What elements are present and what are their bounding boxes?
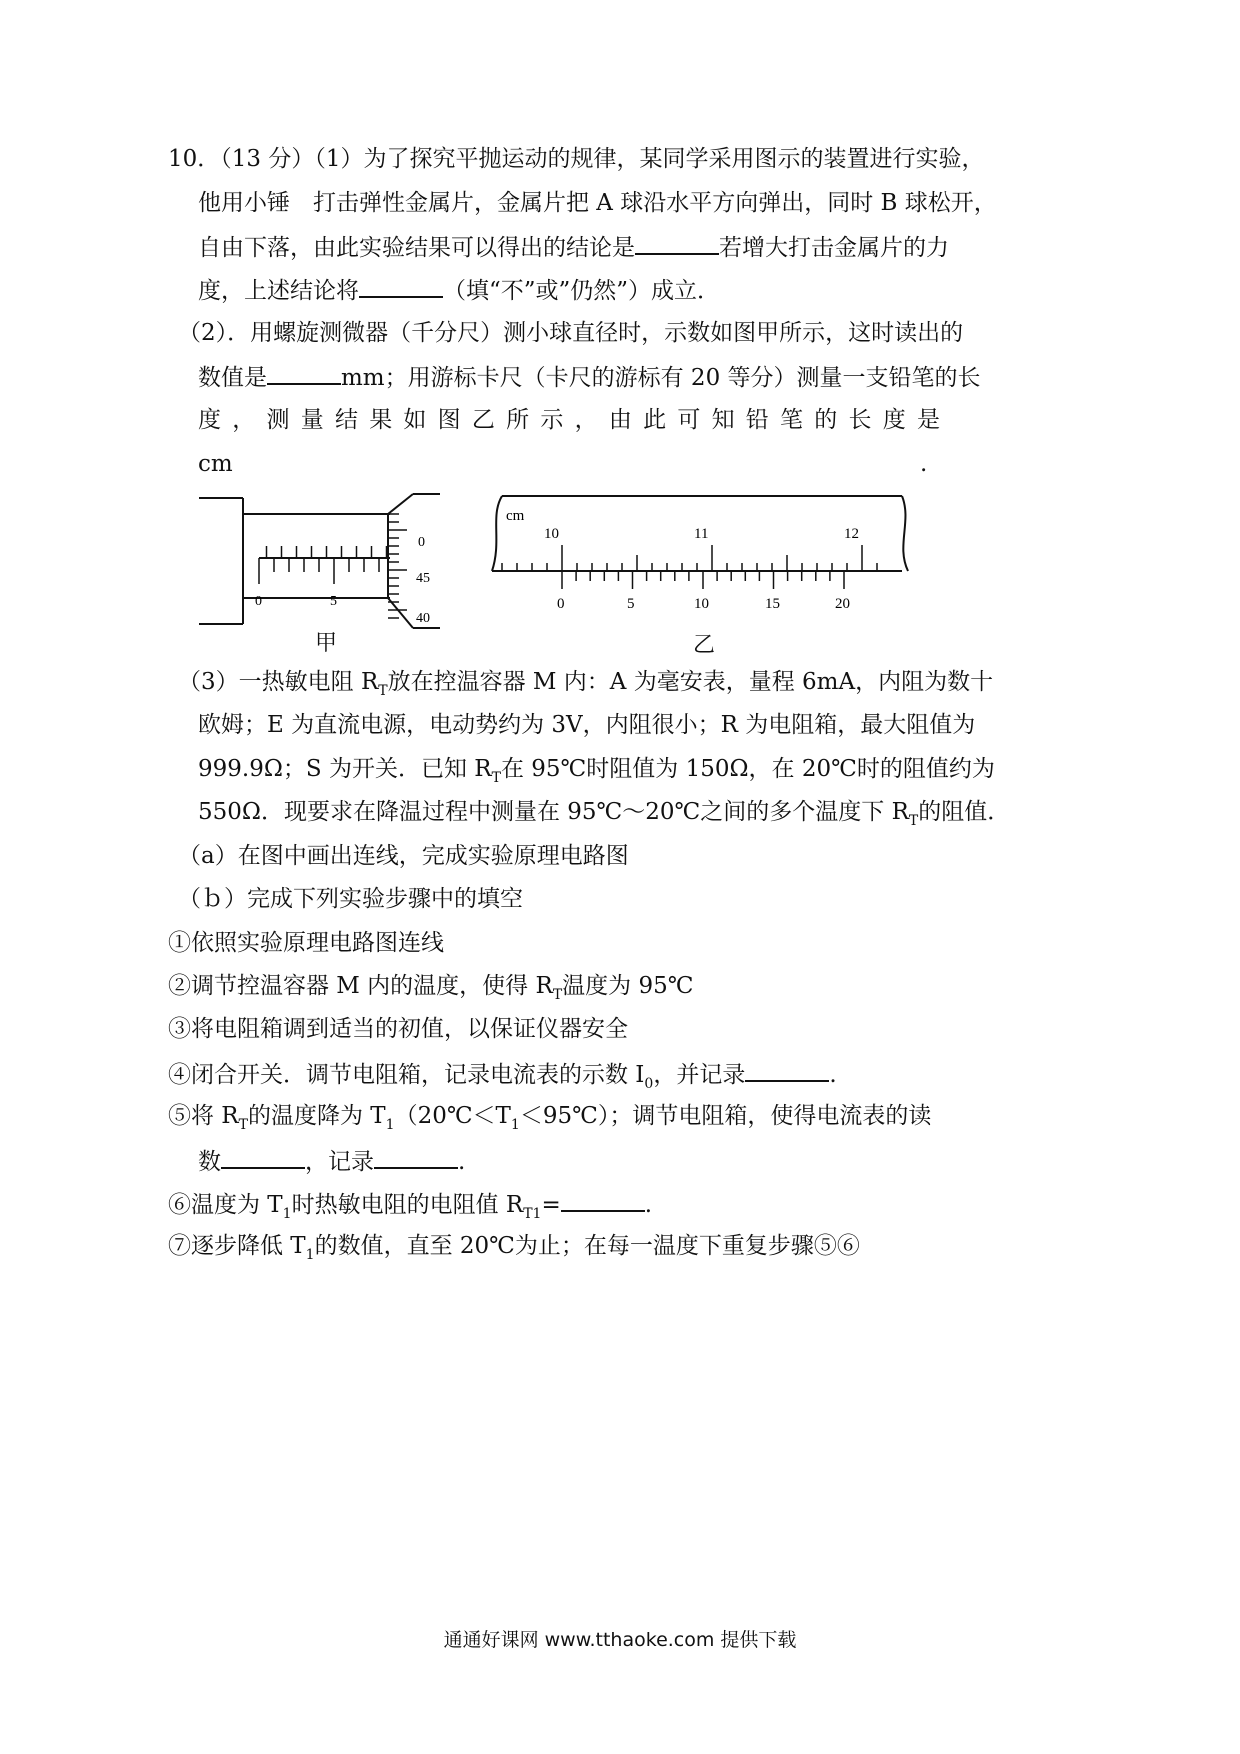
vernier-main-10: 10: [544, 526, 559, 542]
step-5-g: .: [458, 1149, 466, 1175]
figure-jia-caption: 甲: [315, 631, 338, 656]
q10-line-2: 他用小锤 打击弹性金属片，金属片把 A 球沿水平方向弹出，同时 B 球松开，: [198, 190, 997, 216]
step-7-b: 的数值，直至 20℃为止；在每一温度下重复步骤⑤⑥: [314, 1233, 860, 1259]
step-4-sub: 0: [644, 1076, 654, 1092]
step-5-sub-2: 1: [385, 1117, 395, 1133]
vernier-scale-0: 0: [557, 596, 565, 612]
part2-line-2: [198, 361, 981, 393]
thimble-label-45: 45: [416, 571, 430, 586]
step-5-a: ⑤将 R: [168, 1103, 239, 1129]
part3-line-1-sub: T: [378, 683, 388, 699]
q10-line-4: [198, 274, 720, 306]
vernier-main-12: 12: [844, 526, 859, 542]
answer-blank-step5-record[interactable]: [374, 1145, 458, 1169]
part3-line-3-sub: T: [491, 770, 501, 786]
step-1: ①依照实验原理电路图连线: [168, 930, 444, 956]
q10-line-4-text: 度，上述结论将: [198, 278, 359, 304]
step-5-e: 数: [198, 1149, 221, 1175]
part3-line-3-b: 在 95℃时阻值为 150Ω，在 20℃时的阻值约为: [500, 756, 995, 782]
part2-line-4-unit: cm: [198, 451, 233, 477]
step-6-b: 时热敏电阻的电阻值 R: [291, 1192, 524, 1218]
step-6-sub: 1: [282, 1206, 292, 1222]
footer-credit: 通通好课网 www.tthaoke.com 提供下载: [443, 1629, 797, 1651]
answer-blank-still-holds[interactable]: [359, 274, 443, 298]
part2-line-4-period: .: [920, 451, 928, 477]
vernier-scale-10: 10: [694, 596, 709, 612]
part3-line-1: [178, 667, 993, 700]
micrometer-figure: [195, 486, 455, 660]
part3-line-4-a: 550Ω．现要求在降温过程中测量在 95℃～20℃之间的多个温度下 R: [198, 799, 909, 825]
vernier-scale-5: 5: [627, 596, 635, 612]
step-2-b: 温度为 95℃: [562, 973, 694, 999]
part2-line-2-text-b: mm；用游标卡尺（卡尺的游标有 20 等分）测量一支铅笔的长: [341, 365, 981, 391]
answer-blank-micrometer[interactable]: [267, 361, 341, 385]
part3-line-4-sub: T: [908, 813, 919, 829]
step-6: [168, 1188, 652, 1223]
step-4-b: ，并记录: [653, 1062, 746, 1088]
q10-line-1: 10．（13 分）（1）为了探究平抛运动的规律，某同学采用图示的装置进行实验，: [168, 146, 985, 172]
part3-line-1-b: 放在控温容器 M 内：A 为毫安表，量程 6mA，内阻为数十: [387, 669, 994, 695]
thimble-label-40: 40: [416, 611, 430, 626]
step-5: [168, 1101, 931, 1134]
vernier-scale-15: 15: [765, 596, 780, 612]
part3-line-2: 欧姆；E 为直流电源，电动势约为 3V，内阻很小；R 为电阻箱，最大阻值为: [198, 712, 976, 738]
q10-line-3-text: 自由下落，由此实验结果可以得出的结论是: [198, 235, 635, 261]
answer-blank-step6[interactable]: [561, 1188, 645, 1212]
answer-blank-conclusion[interactable]: [635, 231, 719, 255]
micrometer-label-0: 0: [255, 594, 262, 609]
step-4-c: .: [829, 1062, 837, 1088]
q10-line-3-text-b: 若增大打击金属片的力: [719, 235, 949, 261]
answer-blank-step5-reading[interactable]: [221, 1145, 305, 1169]
step-3: ③将电阻箱调到适当的初值，以保证仪器安全: [168, 1016, 628, 1042]
answer-blank-step4[interactable]: [745, 1058, 829, 1082]
part3-item-b: （ｂ）完成下列实验步骤中的填空: [178, 886, 523, 912]
part2-line-1: （2）．用螺旋测微器（千分尺）测小球直径时，示数如图甲所示，这时读出的: [178, 320, 964, 346]
part3-line-3-a: 999.9Ω；S 为开关．已知 R: [198, 756, 492, 782]
part3-item-a: （a）在图中画出连线，完成实验原理电路图: [178, 843, 629, 869]
part3-line-4: [198, 797, 1010, 830]
step-5-d: ＜95℃）；调节电阻箱，使得电流表的读: [519, 1103, 932, 1129]
step-4-a: ④闭合开关．调节电阻箱，记录电流表的示数 I: [168, 1062, 645, 1088]
vernier-unit: cm: [506, 508, 525, 524]
step-7-a: ⑦逐步降低 T: [168, 1233, 306, 1259]
part3-line-1-a: （3）一热敏电阻 R: [178, 669, 379, 695]
step-4: [168, 1058, 837, 1093]
vernier-figure: [488, 486, 916, 660]
step-2-a: ②调节控温容器 M 内的温度，使得 R: [168, 973, 553, 999]
step-6-d: .: [644, 1192, 653, 1218]
q10-line-3: [198, 231, 949, 263]
step-2: [168, 971, 693, 1004]
step-6-sub-2: T1: [523, 1206, 542, 1222]
step-5-cont: [198, 1145, 465, 1177]
step-7: [168, 1231, 860, 1264]
step-6-c: =: [541, 1192, 561, 1218]
part3-line-3: [198, 754, 995, 787]
step-5-sub-3: 1: [510, 1117, 520, 1133]
step-5-c: （20℃＜T: [394, 1103, 511, 1129]
step-5-f: ，记录: [305, 1149, 374, 1175]
step-7-sub: 1: [305, 1247, 315, 1263]
step-6-a: ⑥温度为 T: [168, 1192, 283, 1218]
step-5-b: 的温度降为 T: [247, 1103, 386, 1129]
part2-line-2-text: 数值是: [198, 365, 267, 391]
q10-line-4-text-b: （填“不”或”仍然”）成立．: [443, 278, 721, 304]
vernier-main-11: 11: [694, 526, 709, 542]
thimble-label-0: 0: [418, 535, 425, 550]
step-5-sub: T: [238, 1117, 248, 1133]
part3-line-4-b: 的阻值．: [918, 799, 1011, 825]
step-2-sub: T: [552, 987, 563, 1003]
figure-yi-caption: 乙: [693, 633, 716, 658]
micrometer-label-5: 5: [330, 594, 337, 609]
part2-line-3: 度，测量结果如图乙所示，由此可知铅笔的长度是: [198, 407, 940, 433]
vernier-scale-20: 20: [835, 596, 850, 612]
